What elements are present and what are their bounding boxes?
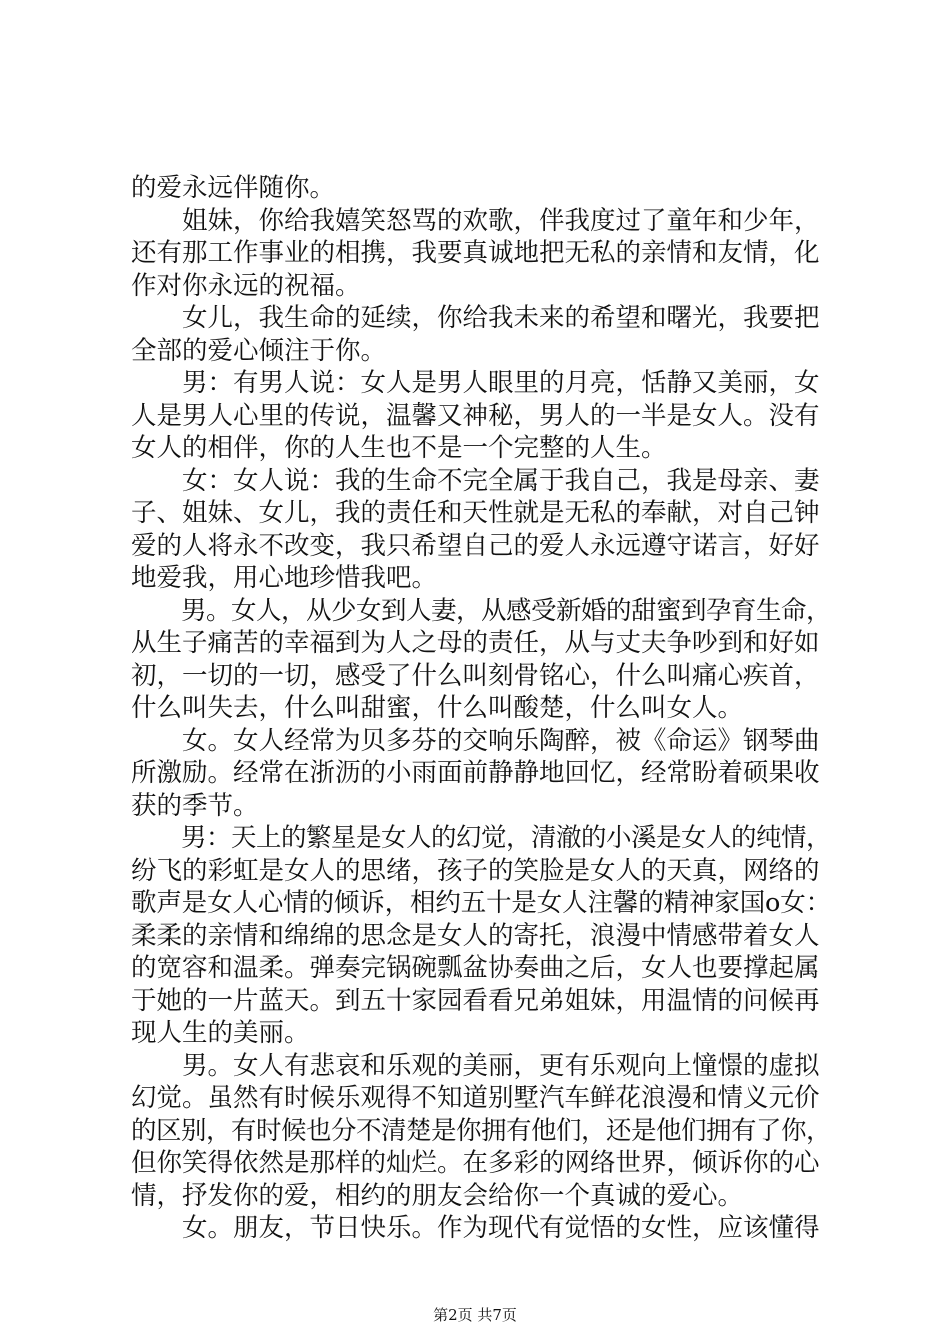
text-line: 全部的爱心倾注于你。 <box>131 335 387 366</box>
text-line: 男。女人有悲哀和乐观的美丽，更有乐观向上憧憬的虚拟 <box>131 1050 820 1081</box>
text-line: 男。女人，从少女到人妻，从感受新婚的甜蜜到孕育生命， <box>131 595 831 626</box>
text-line: 但你笑得依然是那样的灿烂。在多彩的网络世界，倾诉你的心 <box>131 1148 820 1178</box>
text-line: 姐妹，你给我嬉笑怒骂的欢歌，伴我度过了童年和少年， <box>131 205 820 236</box>
text-line: 女。朋友，节日快乐。作为现代有觉悟的女性，应该懂得 <box>131 1213 820 1243</box>
paragraph <box>131 205 831 303</box>
text-line: 幻觉。虽然有时候乐观得不知道别墅汽车鲜花浪漫和情义元价 <box>131 1083 820 1113</box>
text-line: 获的季节。 <box>131 790 259 821</box>
text-line: 人是男人心里的传说，温馨又神秘，男人的一半是女人。没有 <box>131 400 820 431</box>
text-line: 爱的人将永不改变，我只希望自己的爱人永远遵守诺言，好好 <box>131 530 820 561</box>
text-line: 的区别，有时候也分不清楚是你拥有他们，还是他们拥有了你， <box>131 1115 831 1146</box>
text-line: 地爱我，用心地珍惜我吧。 <box>131 563 438 593</box>
paragraph <box>131 1212 831 1245</box>
paragraph <box>131 725 831 823</box>
text-line: 现人生的美丽。 <box>131 1018 310 1048</box>
paragraph <box>131 822 831 1050</box>
text-line: 还有那工作事业的相携，我要真诚地把无私的亲情和友情，化 <box>131 238 820 268</box>
text-line: 女儿，我生命的延续，你给我未来的希望和曙光，我要把 <box>131 303 820 333</box>
text-line: 歌声是女人心情的倾诉，相约五十是女人注馨的精神家国o女： <box>131 888 831 918</box>
paragraph <box>131 367 831 465</box>
text-line: 什么叫失去，什么叫甜蜜，什么叫酸楚，什么叫女人。 <box>131 693 744 723</box>
text-line: 男：有男人说：女人是男人眼里的月亮，恬静又美丽，女 <box>131 368 820 398</box>
paragraph <box>131 465 831 595</box>
text-line: 女。女人经常为贝多芬的交响乐陶醉，被《命运》钢琴曲 <box>131 725 820 756</box>
text-line: 情，抒发你的爱，相约的朋友会给你一个真诚的爱心。 <box>131 1180 744 1211</box>
text-line: 作对你永远的祝福。 <box>131 270 361 301</box>
paragraph <box>131 172 831 205</box>
text-line: 男：天上的繁星是女人的幻觉，清澈的小溪是女人的纯情， <box>131 823 831 853</box>
text-line: 女：女人说：我的生命不完全属于我自己，我是母亲、妻 <box>131 465 820 496</box>
text-line: 于她的一片蓝天。到五十家园看看兄弟姐妹，用温情的问候再 <box>131 985 820 1016</box>
paragraph <box>131 302 831 367</box>
page-footer: 第2页 共7页 <box>433 1306 517 1324</box>
text-line: 所激励。经常在浙沥的小雨面前静静地回忆，经常盼着硕果收 <box>131 758 820 788</box>
text-line: 的爱永远伴随你。 <box>131 173 336 203</box>
text-line: 纷飞的彩虹是女人的思绪，孩子的笑脸是女人的天真，网络的 <box>131 855 820 886</box>
document-body <box>131 172 831 1245</box>
text-line: 初，一切的一切，感受了什么叫刻骨铭心，什么叫痛心疾首， <box>131 660 820 691</box>
paragraph <box>131 595 831 725</box>
text-line: 从生子痛苦的幸福到为人之母的责任，从与丈夫争吵到和好如 <box>131 628 820 658</box>
text-line: 的宽容和温柔。弹奏完锅碗瓢盆协奏曲之后，女人也要撑起属 <box>131 953 820 983</box>
text-line: 子、姐妹、女儿，我的责任和天性就是无私的奉献，对自己钟 <box>131 498 820 528</box>
text-line: 女人的相伴，你的人生也不是一个完整的人生。 <box>131 433 667 463</box>
paragraph <box>131 1050 831 1213</box>
text-line: 柔柔的亲情和绵绵的思念是女人的寄托，浪漫中情感带着女人 <box>131 920 820 951</box>
